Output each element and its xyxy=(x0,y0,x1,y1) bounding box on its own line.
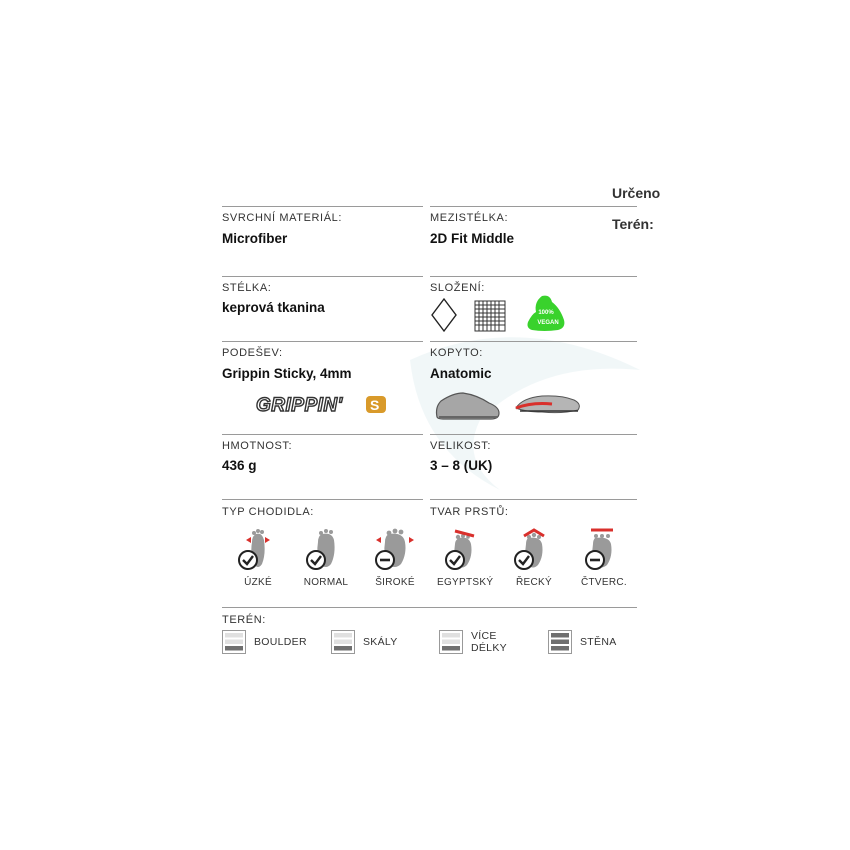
toe-shape-caption: ŘECKÝ xyxy=(516,577,552,588)
terrain-level-icon xyxy=(222,630,246,654)
toe-square-icon xyxy=(577,528,631,572)
midsole-value: 2D Fit Middle xyxy=(430,231,514,246)
terrain-item-multipitch xyxy=(439,630,463,659)
toe-shape-caption: ČTVERC. xyxy=(581,577,627,588)
terrain-level-icon xyxy=(439,630,463,654)
mesh-fabric-icon xyxy=(474,300,506,332)
divider xyxy=(222,206,423,207)
terrain-rocks-label: SKÁLY xyxy=(363,636,398,648)
terrain-item-boulder xyxy=(222,630,246,659)
divider xyxy=(222,607,637,608)
foot-wide-icon xyxy=(371,528,419,572)
terrain-multipitch-label xyxy=(471,630,507,654)
terrain-level-icon xyxy=(331,630,355,654)
terrain-multipitch-line2: DÉLKY xyxy=(471,642,507,654)
vegan-badge-bottom: VEGAN xyxy=(537,320,559,326)
toe-greek-icon xyxy=(510,528,558,572)
weight-label: HMOTNOST: xyxy=(222,440,293,452)
upper-material-label: SVRCHNÍ MATERIÁL: xyxy=(222,212,343,224)
terrain-multipitch-line1: VÍCE xyxy=(471,630,497,642)
foot-type-item-normal xyxy=(302,528,350,588)
foot-type-item-narrow xyxy=(234,528,282,588)
foot-type-caption: ÚZKÉ xyxy=(244,577,272,588)
toe-shape-item-egyptian xyxy=(437,528,493,588)
foot-type-item-wide xyxy=(371,528,419,588)
divider xyxy=(430,434,637,435)
insole-value: keprová tkanina xyxy=(222,300,325,315)
climbing-shoe-icon xyxy=(433,387,503,423)
vegan-badge-top: 100% xyxy=(538,310,554,316)
composition-label: SLOŽENÍ: xyxy=(430,282,485,294)
sole-label: PODEŠEV: xyxy=(222,347,283,359)
size-label: VELIKOST: xyxy=(430,440,492,452)
toe-shape-caption: EGYPTSKÝ xyxy=(437,577,494,588)
midsole-label: MEZISTÉLKA: xyxy=(430,212,509,224)
upper-material-value: Microfiber xyxy=(222,231,288,246)
last-label: KOPYTO: xyxy=(430,347,483,359)
terrain-wall-label: STĚNA xyxy=(580,636,617,648)
terrain-boulder-label: BOULDER xyxy=(254,636,307,648)
terrain-label: TERÉN: xyxy=(222,614,266,626)
vegan-badge-icon xyxy=(524,294,568,334)
sole-value: Grippin Sticky, 4mm xyxy=(222,366,352,381)
divider xyxy=(222,499,423,500)
svg-text:GRIPPIN': GRIPPIN' xyxy=(256,395,343,416)
divider xyxy=(430,276,637,277)
foot-normal-icon xyxy=(302,528,350,572)
size-value: 3 – 8 (UK) xyxy=(430,458,493,473)
diamond-icon xyxy=(430,297,458,333)
toe-shape-label: TVAR PRSTŮ: xyxy=(430,506,509,518)
insole-label: STÉLKA: xyxy=(222,282,272,294)
terrain-item-wall xyxy=(548,630,572,659)
foot-type-caption: ŠIROKÉ xyxy=(375,577,415,588)
last-value: Anatomic xyxy=(430,366,492,381)
shoe-last-icon xyxy=(512,392,584,418)
terrain-item-rocks xyxy=(331,630,355,659)
foot-narrow-icon xyxy=(234,528,282,572)
foot-type-caption: NORMAL xyxy=(303,577,349,588)
divider xyxy=(222,434,423,435)
svg-text:S: S xyxy=(370,397,380,413)
divider xyxy=(222,341,423,342)
divider xyxy=(222,276,423,277)
weight-value: 436 g xyxy=(222,458,257,473)
side-terrain-title: Terén: xyxy=(612,216,654,232)
divider xyxy=(430,499,637,500)
foot-type-label: TYP CHODIDLA: xyxy=(222,506,314,518)
grippin-logo xyxy=(254,391,388,417)
terrain-level-icon xyxy=(548,630,572,654)
toe-shape-item-greek xyxy=(510,528,558,588)
divider xyxy=(430,341,637,342)
intended-title: Určeno xyxy=(612,185,661,201)
divider xyxy=(430,206,637,207)
toe-egyptian-icon xyxy=(437,528,493,572)
toe-shape-item-square xyxy=(577,528,631,588)
